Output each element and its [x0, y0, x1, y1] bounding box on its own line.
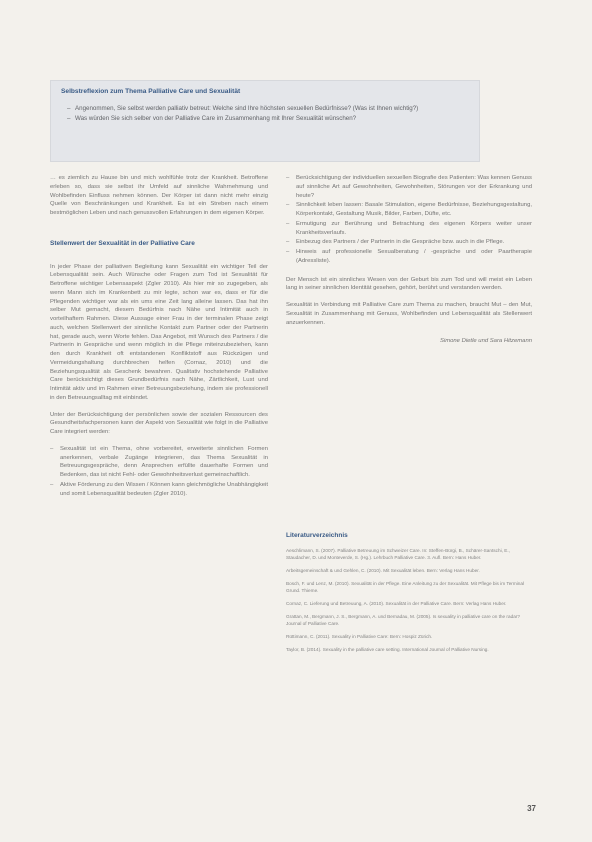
references-heading: Literaturverzeichnis: [286, 532, 348, 539]
list-item: [286, 201, 532, 219]
intro-paragraph: … es ziemlich zu Hause bin und mich wohlfühle trotz der Krankheit. Betroffene erleben so, dass sie selbst ihr Umfeld auf sinnliche Wahrnehmung und Wohlbefinden Einfluss nehmen können. Der Körper ist dann nicht mehr einzig Quelle von Beschränkungen und Krankheit. Es ist ein Streben nach einem bestmöglichen Leben und nach genussvollen Erfahrungen in dem eigenen Körper.: [50, 175, 268, 216]
body-paragraph: Sexualität in Verbindung mit Palliative Care zum Thema zu machen, braucht Mut – den Mut, Sexualität in Zusammenhang mit Genuss, Wohlbefinden und Lebensqualität als Stellenwert anzuerkennen.: [286, 302, 532, 326]
dash-bullet: –: [286, 249, 290, 255]
list-item-text: Sexualität ist ein Thema, ohne vorbereitet, erweiterte sinnlichen Formen anerkennen, verbale Zugänge integrieren, das Thema Sexualität in Betreuungsgespräche, denn Ansprechen erfüllte dauerhafte Formen und Bedenken, das ist nicht Fehl- oder Gewohnheitsverlust gemeinschaftlich.: [60, 445, 268, 478]
body-paragraph: In jeder Phase der palliativen Begleitung kann Sexualität ein wichtiger Teil der Lebensqualität sein. Auch Wünsche oder Fragen zum Tod ist Sexualität für Betroffene wichtiger Lebensaspekt (Zgler 2010). Als hier mir so zugegeben, als wenn Mann sich im Krankenbett zu mir legte, schon war es, dass er für die Pflegenden wichtiger war als ein ums eine Zeit lang alleine lassen. Das hat ihn selber Mut gemacht, diesem Bedürfnis nach Nähe und Intimität auch in vorteilhaftem Rahmen. Diese Aussage einer Frau in der terminalen Phase zeigt auch, welchen Stellenwert der sinnliche Kontakt zum Partner oder der Partnerin hat, gerade auch, wenn Worte fehlen. Das Angebot, mit Wunsch des Partners / die Partnerin in Gespräche und wenn möglich in die Pflege miteinzubeziehen, kann den durch Krankheit oft entstandenen Konfliktstoff aus Rückzügen und Vermeidungshaltung durchbrechen helfen (Cornaz, 2010) und die Beziehungsqualität als Geschenk bewahren. Qualitativ hochstehende Palliative Care berücksichtigt dieses Grundbedürfnis nach Nähe, Zärtlichkeit, Lust und Intimität aktiv und im Rahmen einer Betreuungsbeziehung, indem sie professionell in den Betreuungsalltag mit einbindet.: [50, 263, 268, 401]
dash-bullet: –: [67, 115, 71, 122]
dash-bullet: –: [50, 481, 54, 488]
reflection-box: [50, 80, 480, 162]
list-item-text: Hinweis auf professionelle Sexualberatung / -gespräche und oder Paartherapie (Adressliste).: [296, 249, 532, 264]
list-item-text: Aktive Förderung zu den Wissen / Können kann gleichmögliche Unabhängigkeit und somit Lebensqualität bedeuten (Zgler 2010).: [60, 481, 268, 497]
body-paragraph: Der Mensch ist ein sinnliches Wesen von der Geburt bis zum Tod und will meist ein Leben lang in seiner sinnlichen Identität gesehen, gehört, berührt und verstanden werden.: [286, 276, 532, 292]
list-item: [286, 248, 532, 266]
page-number: 37: [527, 804, 536, 813]
list-item-text: Ermutigung zur Berührung und Betrachtung des eigenen Körpers weiter unser Krankheitsverlaufs.: [296, 220, 532, 236]
reflection-question-text: Angenommen, Sie selbst werden palliativ betreut: Welche sind Ihre höchsten sexuellen Bedürfnisse? (Was ist Ihnen wichtig?): [75, 105, 419, 112]
reflection-box-title: Selbstreflexion zum Thema Palliative Care und Sexualität: [61, 88, 241, 95]
section-heading: Stellenwert der Sexualität in der Palliative Care: [50, 239, 195, 247]
left-column: [50, 174, 268, 499]
reflection-question-text: Was würden Sie sich selber von der Palliative Care im Zusammenhang mit Ihrer Sexualität wünschen?: [75, 115, 357, 122]
reference-item: Bosch, F. und Lenz, M. (2010). Sexualität in der Pflege. Eine Anleitung zu der Sexualität. Mit Pflege bis im Terminal Grund. Thieme.: [286, 581, 525, 593]
reference-item: Cornaz, C. Lieferung und Betreuung, A. (2010). Sexualität in der Palliative Care. Bern: Verlag Hans Huber.: [286, 601, 507, 606]
dash-bullet: –: [286, 239, 290, 246]
reference-item: Grattan, M., Bergmann, J. S., Bergmann, A. und Bernadau, M. (2005). Is sexuality in palliative care on the radar? Journal of Palliative Care.: [286, 614, 520, 626]
list-item: [50, 481, 268, 499]
reflection-question: [67, 114, 469, 123]
list-item-text: Sinnlichkeit leben lassen: Basale Stimulation, eigene Bedürfnisse, Beziehungsgestaltung, Körperkontakt, Gestaltung Musik, Bilder, Farben, Düfte, etc.: [296, 202, 532, 217]
author-signature: Simone Dietle und Sara Hitzemann: [439, 338, 532, 345]
reference-item: Arbeitsgemeinschaft & und Gehlen, C. (2010). Mit Sexualität leben. Bern: Verlag Hans Huber.: [286, 568, 480, 573]
dash-bullet: –: [286, 175, 290, 181]
references-section: [286, 532, 532, 659]
reflection-question: [67, 104, 469, 113]
list-item-text: Berücksichtigung der individuellen sexuellen Biografie des Patienten: Was kennen Genuss auf sinnliche Art auf Gewohnheiten, Gewohnheiten, Störungen vor der Erkrankung und heute?: [296, 175, 532, 199]
list-item-text: Einbezug des Partners / der Partnerin in die Gespräche bzw. auch in die Pflege.: [296, 239, 505, 246]
list-item: [286, 174, 532, 200]
body-paragraph: Unter der Berücksichtigung der persönlichen sowie der sozialen Ressourcen des Gesundheitsfachpersonen kann der Aspekt von Sexualität wie folgt in die Palliative Care integriert werden:: [50, 411, 268, 435]
right-column: [286, 174, 532, 346]
dash-bullet: –: [286, 220, 290, 227]
dash-bullet: –: [67, 105, 71, 112]
dash-bullet: –: [286, 202, 290, 209]
reference-item: Rüttimann, C. (2011). Sexuality in Palliative Care: Bern: Hospiz Zürich.: [286, 634, 433, 639]
list-item: [50, 445, 268, 480]
dash-bullet: –: [50, 445, 54, 452]
reference-item: Taylor, B. (2014). Sexuality in the palliative care setting. International Journal of Palliative Nursing.: [286, 647, 489, 652]
list-item: [286, 220, 532, 238]
list-item: [286, 238, 532, 247]
reference-item: Aeschlimann, S. (2007). Palliative Betreuung im Schweizer Care. In: Steffen-Bürgi, B., Schärer-Santschi, E., Staudacher, D. und Monteverde, S. (Hg.). Lehrbuch Palliative Care. 3. Aufl. Bern: Hans Huber.: [286, 548, 510, 560]
